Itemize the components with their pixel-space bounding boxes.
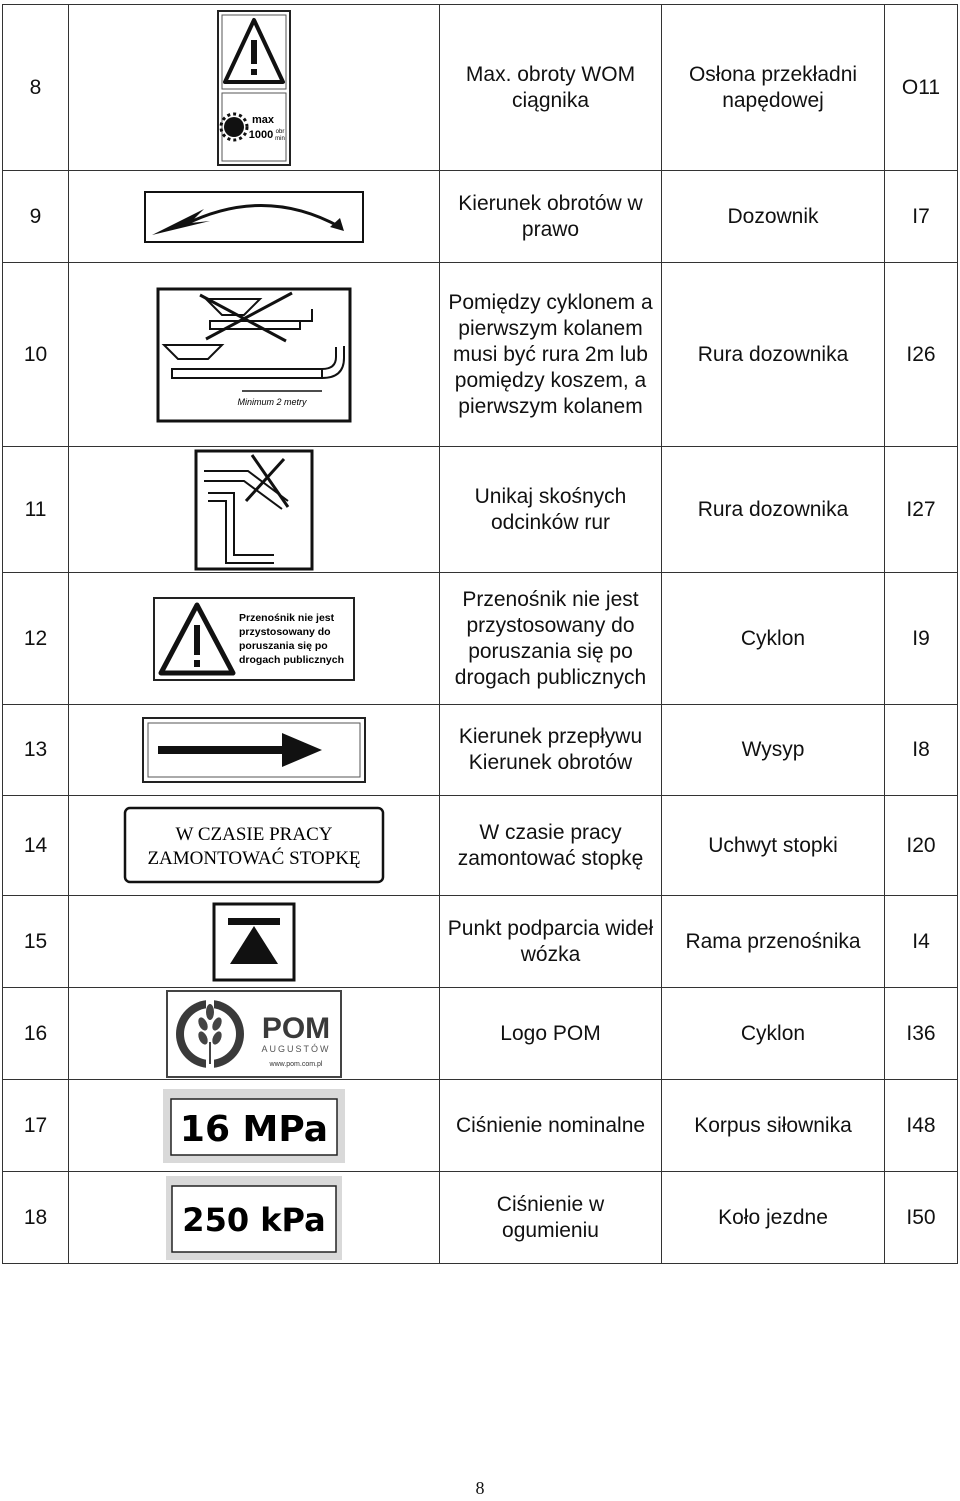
table-row (3, 1080, 958, 1172)
location-cell: Cyklon (662, 988, 885, 1080)
row-number: 13 (3, 705, 69, 796)
code-cell: I27 (885, 447, 958, 573)
meaning-cell (440, 705, 662, 796)
page-number: 8 (475, 1478, 485, 1498)
symbol-rpm-value: 1000 (248, 128, 274, 141)
row-number: 9 (3, 171, 69, 263)
symbol-cell (69, 988, 440, 1080)
row-number: 14 (3, 796, 69, 896)
pipe-minimum-length-icon (156, 287, 352, 423)
warning-max-rpm-icon (217, 10, 291, 166)
table-row (3, 171, 958, 263)
pressure-value-text: 250 kPa (182, 1200, 326, 1239)
pressure-label-16mpa (163, 1089, 345, 1163)
row-number: 12 (3, 573, 69, 705)
code-cell: I50 (885, 1172, 958, 1264)
symbol-cell (69, 573, 440, 705)
warning-road-icon (153, 597, 355, 681)
meaning-cell: Przenośnik nie jest przystosowany do poruszania się po drogach publicznych (440, 573, 662, 705)
symbol-cell (69, 1172, 440, 1264)
row-number: 18 (3, 1172, 69, 1264)
meaning-cell: Ciśnienie w ogumieniu (440, 1172, 662, 1264)
row-number: 10 (3, 263, 69, 447)
table-row (3, 447, 958, 573)
symbol-cell (69, 896, 440, 988)
location-cell: Uchwyt stopki (662, 796, 885, 896)
row-number: 8 (3, 5, 69, 171)
symbol-sign-line-1: W CZASIE PRACY (175, 823, 333, 845)
pom-logo-icon (166, 990, 342, 1078)
row-number: 11 (3, 447, 69, 573)
table-row (3, 988, 958, 1080)
code-cell: I26 (885, 263, 958, 447)
symbol-cell (69, 263, 440, 447)
row-number: 15 (3, 896, 69, 988)
labels-table (2, 4, 958, 1264)
meaning-line: Kierunek przepływu (458, 725, 643, 748)
code-cell: I8 (885, 705, 958, 796)
location-cell: Korpus siłownika (662, 1080, 885, 1172)
symbol-rpm-unit-bottom: min (275, 135, 285, 142)
location-cell: Cyklon (662, 573, 885, 705)
symbol-cell (69, 1080, 440, 1172)
forklift-support-icon (212, 902, 296, 982)
symbol-sign-line-2: ZAMONTOWAĆ STOPKĘ (147, 847, 361, 869)
location-cell: Rama przenośnika (662, 896, 885, 988)
mount-stand-sign (123, 806, 385, 886)
table-row (3, 1172, 958, 1264)
pressure-label-250kpa (166, 1176, 342, 1260)
location-cell: Rura dozownika (662, 263, 885, 447)
symbol-road-line-2: przystosowany do (239, 625, 331, 638)
meaning-cell: Logo POM (440, 988, 662, 1080)
row-number: 16 (3, 988, 69, 1080)
location-cell: Osłona przekładni napędowej (662, 5, 885, 171)
meaning-cell: Punkt podparcia wideł wózka (440, 896, 662, 988)
symbol-cell (69, 171, 440, 263)
location-cell: Koło jezdne (662, 1172, 885, 1264)
code-cell: I7 (885, 171, 958, 263)
straight-arrow-right-icon (142, 717, 366, 783)
location-cell: Wysyp (662, 705, 885, 796)
meaning-line: Kierunek obrotów (468, 751, 633, 774)
code-cell: I4 (885, 896, 958, 988)
meaning-cell: W czasie pracy zamontować stopkę (440, 796, 662, 896)
logo-city-text: AUGUSTÓW (261, 1043, 331, 1054)
table-row (3, 796, 958, 896)
table-row (3, 705, 958, 796)
symbol-road-line-4: drogach publicznych (239, 653, 345, 666)
meaning-cell: Unikaj skośnych odcinków rur (440, 447, 662, 573)
location-cell: Dozownik (662, 171, 885, 263)
table-row (3, 573, 958, 705)
code-cell: I9 (885, 573, 958, 705)
symbol-road-line-1: Przenośnik nie jest (239, 611, 335, 624)
avoid-oblique-pipe-icon (194, 449, 314, 571)
meaning-cell: Max. obroty WOM ciągnika (440, 5, 662, 171)
table-row (3, 5, 958, 171)
symbol-max-text: max (251, 113, 275, 126)
table-row (3, 263, 958, 447)
meaning-cell: Pomiędzy cyklonem a pierwszym kolanem musi być rura 2m lub pomiędzy koszem, a pierwszym kolanem (440, 263, 662, 447)
logo-url-text: www.pom.com.pl (269, 1060, 323, 1068)
code-cell: I48 (885, 1080, 958, 1172)
symbol-minimum-text: Minimum 2 metry (237, 396, 307, 407)
table-row (3, 896, 958, 988)
meaning-cell: Ciśnienie nominalne (440, 1080, 662, 1172)
symbol-cell (69, 705, 440, 796)
meaning-cell: Kierunek obrotów w prawo (440, 171, 662, 263)
symbol-road-line-3: poruszania się po (239, 639, 328, 652)
symbol-cell (69, 796, 440, 896)
location-cell: Rura dozownika (662, 447, 885, 573)
pressure-value-text: 16 MPa (179, 1108, 329, 1150)
code-cell: I20 (885, 796, 958, 896)
code-cell: I36 (885, 988, 958, 1080)
row-number: 17 (3, 1080, 69, 1172)
symbol-cell (69, 447, 440, 573)
logo-pom-text: POM (261, 1011, 331, 1045)
symbol-cell (69, 5, 440, 171)
curved-arrow-right-icon (144, 191, 364, 243)
symbol-rpm-unit-top: obr (275, 128, 285, 135)
code-cell: O11 (885, 5, 958, 171)
